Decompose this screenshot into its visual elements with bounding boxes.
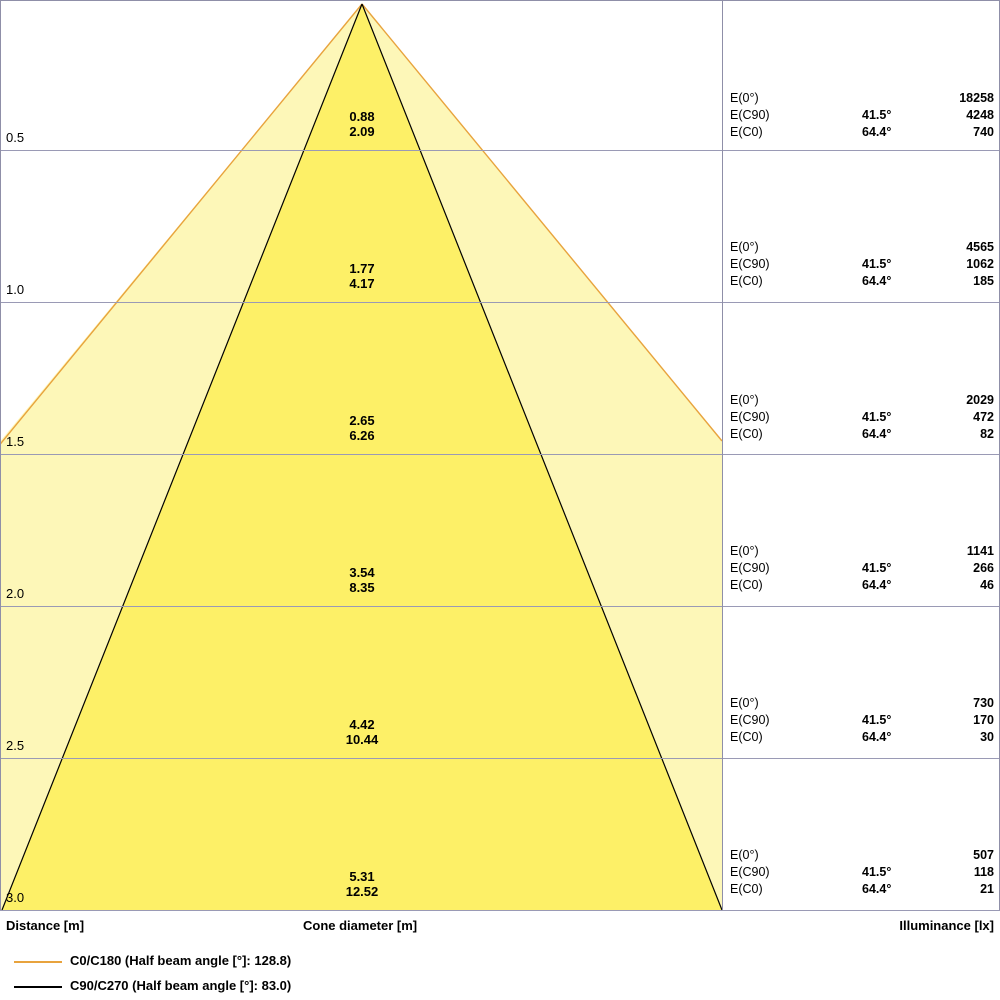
illuminance-value: 30: [980, 730, 994, 744]
illuminance-name: E(0°): [730, 91, 759, 105]
illuminance-value: 740: [973, 125, 994, 139]
illuminance-group: [722, 847, 1000, 898]
illuminance-name: E(C0): [730, 125, 763, 139]
cone-outer-value: 10.44: [345, 732, 379, 747]
illuminance-value: 4565: [966, 240, 994, 254]
illuminance-row: [722, 729, 1000, 746]
illuminance-value: 2029: [966, 393, 994, 407]
cone-diameter-label: [282, 261, 442, 291]
illuminance-value: 4248: [966, 108, 994, 122]
illuminance-group: [722, 695, 1000, 746]
illuminance-row: [722, 392, 1000, 409]
legend-label-c90-c270: C90/C270 (Half beam angle [°]: 83.0): [70, 978, 292, 993]
illuminance-row: [722, 239, 1000, 256]
illuminance-row: [722, 543, 1000, 560]
illuminance-name: E(C0): [730, 730, 763, 744]
cone-diameter-label: [282, 413, 442, 443]
illuminance-name: E(C90): [730, 865, 770, 879]
cone-diameter-label: [282, 869, 442, 899]
axis-label-illuminance: Illuminance [lx]: [899, 918, 994, 933]
illuminance-name: E(0°): [730, 393, 759, 407]
illuminance-angle: 64.4°: [862, 730, 892, 744]
illuminance-group: [722, 543, 1000, 594]
illuminance-name: E(C90): [730, 561, 770, 575]
illuminance-row: [722, 256, 1000, 273]
illuminance-angle: 64.4°: [862, 274, 892, 288]
legend-swatch-c0-c180: [14, 961, 62, 963]
illuminance-group: [722, 392, 1000, 443]
illuminance-angle: 41.5°: [862, 713, 892, 727]
illuminance-row: [722, 124, 1000, 141]
illuminance-angle: 64.4°: [862, 882, 892, 896]
illuminance-row: [722, 847, 1000, 864]
cone-outer-value: 12.52: [345, 884, 379, 899]
illuminance-row: [722, 712, 1000, 729]
illuminance-name: E(C0): [730, 427, 763, 441]
illuminance-name: E(0°): [730, 240, 759, 254]
illuminance-value: 185: [973, 274, 994, 288]
cone-outer-value: 8.35: [349, 580, 375, 595]
illuminance-angle: 64.4°: [862, 125, 892, 139]
illuminance-value: 82: [980, 427, 994, 441]
illuminance-name: E(0°): [730, 848, 759, 862]
illuminance-name: E(C90): [730, 713, 770, 727]
illuminance-value: 18258: [959, 91, 994, 105]
illuminance-name: E(C0): [730, 882, 763, 896]
illuminance-row: [722, 273, 1000, 290]
legend: [0, 950, 1000, 1000]
illuminance-angle: 41.5°: [862, 865, 892, 879]
legend-swatch-c90-c270: [14, 986, 62, 988]
cone-inner-value: 4.42: [349, 717, 375, 732]
cone-diameter-label: [282, 565, 442, 595]
illuminance-row: [722, 426, 1000, 443]
distance-label: 2.0: [6, 586, 25, 601]
axis-captions: [0, 918, 1000, 940]
cone-inner-value: 2.65: [349, 413, 375, 428]
illuminance-row: [722, 881, 1000, 898]
illuminance-row: [722, 90, 1000, 107]
legend-item: [0, 975, 1000, 1000]
illuminance-row: [722, 864, 1000, 881]
distance-label: 0.5: [6, 130, 25, 145]
distance-label: 2.5: [6, 738, 25, 753]
illuminance-name: E(C90): [730, 108, 770, 122]
illuminance-value: 46: [980, 578, 994, 592]
illuminance-value: 266: [973, 561, 994, 575]
cone-inner-value: 0.88: [349, 109, 375, 124]
illuminance-angle: 41.5°: [862, 257, 892, 271]
illuminance-value: 472: [973, 410, 994, 424]
illuminance-value: 21: [980, 882, 994, 896]
illuminance-name: E(C90): [730, 257, 770, 271]
illuminance-angle: 41.5°: [862, 108, 892, 122]
illuminance-name: E(0°): [730, 544, 759, 558]
illuminance-value: 730: [973, 696, 994, 710]
distance-label: 1.5: [6, 434, 25, 449]
cone-inner-value: 1.77: [349, 261, 375, 276]
cone-inner-value: 5.31: [349, 869, 375, 884]
illuminance-angle: 41.5°: [862, 561, 892, 575]
illuminance-angle: 64.4°: [862, 578, 892, 592]
illuminance-group: [722, 90, 1000, 141]
cone-outer-value: 2.09: [349, 124, 375, 139]
illuminance-row: [722, 107, 1000, 124]
cone-outer-value: 4.17: [349, 276, 375, 291]
illuminance-row: [722, 409, 1000, 426]
illuminance-angle: 64.4°: [862, 427, 892, 441]
illuminance-value: 118: [973, 865, 994, 879]
cone-inner-value: 3.54: [349, 565, 375, 580]
cone-diameter-label: [282, 717, 442, 747]
distance-label: 1.0: [6, 282, 25, 297]
illuminance-value: 1062: [966, 257, 994, 271]
legend-label-c0-c180: C0/C180 (Half beam angle [°]: 128.8): [70, 953, 292, 968]
illuminance-row: [722, 695, 1000, 712]
cone-outer-value: 6.26: [349, 428, 375, 443]
distance-label: 3.0: [6, 890, 25, 905]
axis-label-cone-diameter: Cone diameter [m]: [303, 918, 418, 933]
illuminance-row: [722, 560, 1000, 577]
legend-item: [0, 950, 1000, 975]
illuminance-name: E(C0): [730, 578, 763, 592]
illuminance-row: [722, 577, 1000, 594]
illuminance-name: E(C90): [730, 410, 770, 424]
illuminance-name: E(C0): [730, 274, 763, 288]
cone-diameter-label: [282, 109, 442, 139]
illuminance-group: [722, 239, 1000, 290]
illuminance-value: 1141: [966, 544, 994, 558]
illuminance-value: 170: [973, 713, 994, 727]
illuminance-name: E(0°): [730, 696, 759, 710]
axis-label-distance: Distance [m]: [6, 918, 85, 933]
illuminance-value: 507: [973, 848, 994, 862]
illuminance-angle: 41.5°: [862, 410, 892, 424]
